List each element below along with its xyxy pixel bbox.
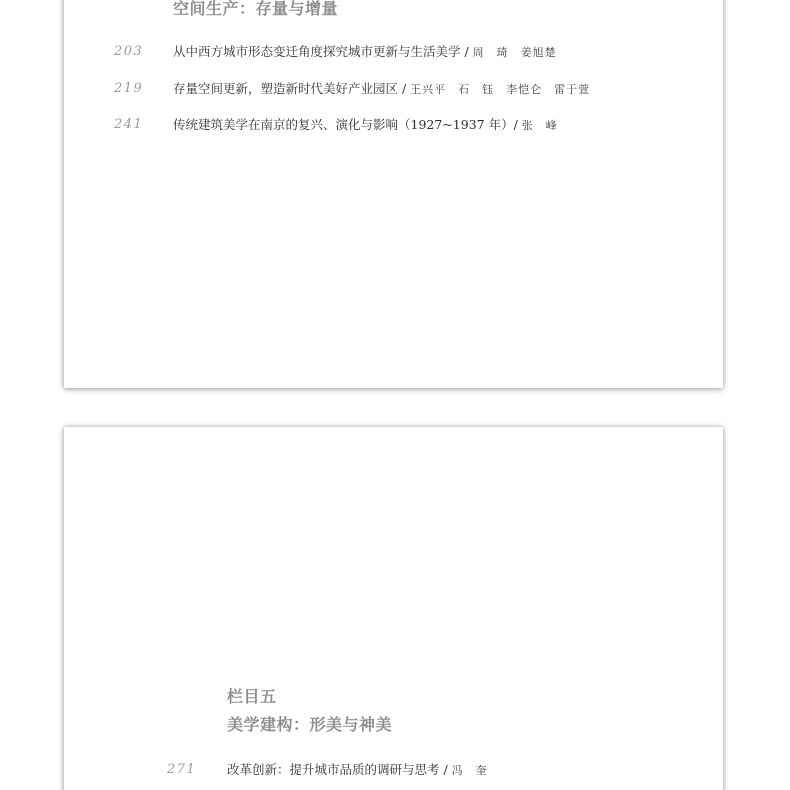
toc-entry: [173, 79, 590, 97]
toc-entry-title: 从中西方城市形态变迁角度探究城市更新与生活美学 /: [173, 44, 473, 59]
toc-page-number: 203: [114, 44, 144, 59]
toc-page-number: 219: [114, 81, 144, 96]
toc-entry-author: 王兴平 石 钰 李恺仑 雷于萱: [410, 83, 591, 96]
toc-entry: [173, 115, 558, 133]
section-title: 空间生产：存量与增量: [173, 0, 339, 18]
section-title: 美学建构：形美与神美: [227, 715, 393, 734]
toc-entry-author: 冯 奎: [451, 764, 488, 777]
toc-entry-author: 张 峰: [521, 119, 558, 132]
document-page-bottom: [64, 427, 723, 790]
toc-entry-author: 周 琦 姜旭楚: [472, 46, 557, 59]
toc-page-number: 271: [167, 762, 197, 777]
toc-entry-title: 改革创新：提升城市品质的调研与思考 /: [227, 762, 452, 777]
toc-page-number: 241: [114, 117, 144, 132]
toc-entry-title: 传统建筑美学在南京的复兴、演化与影响（1927~1937 年）/: [173, 117, 522, 132]
document-page-top: [64, 0, 723, 388]
toc-entry: [227, 760, 488, 778]
toc-entry-title: 存量空间更新，塑造新时代美好产业园区 /: [173, 81, 411, 96]
column-label: 栏目五: [227, 687, 277, 706]
toc-entry: [173, 42, 557, 60]
